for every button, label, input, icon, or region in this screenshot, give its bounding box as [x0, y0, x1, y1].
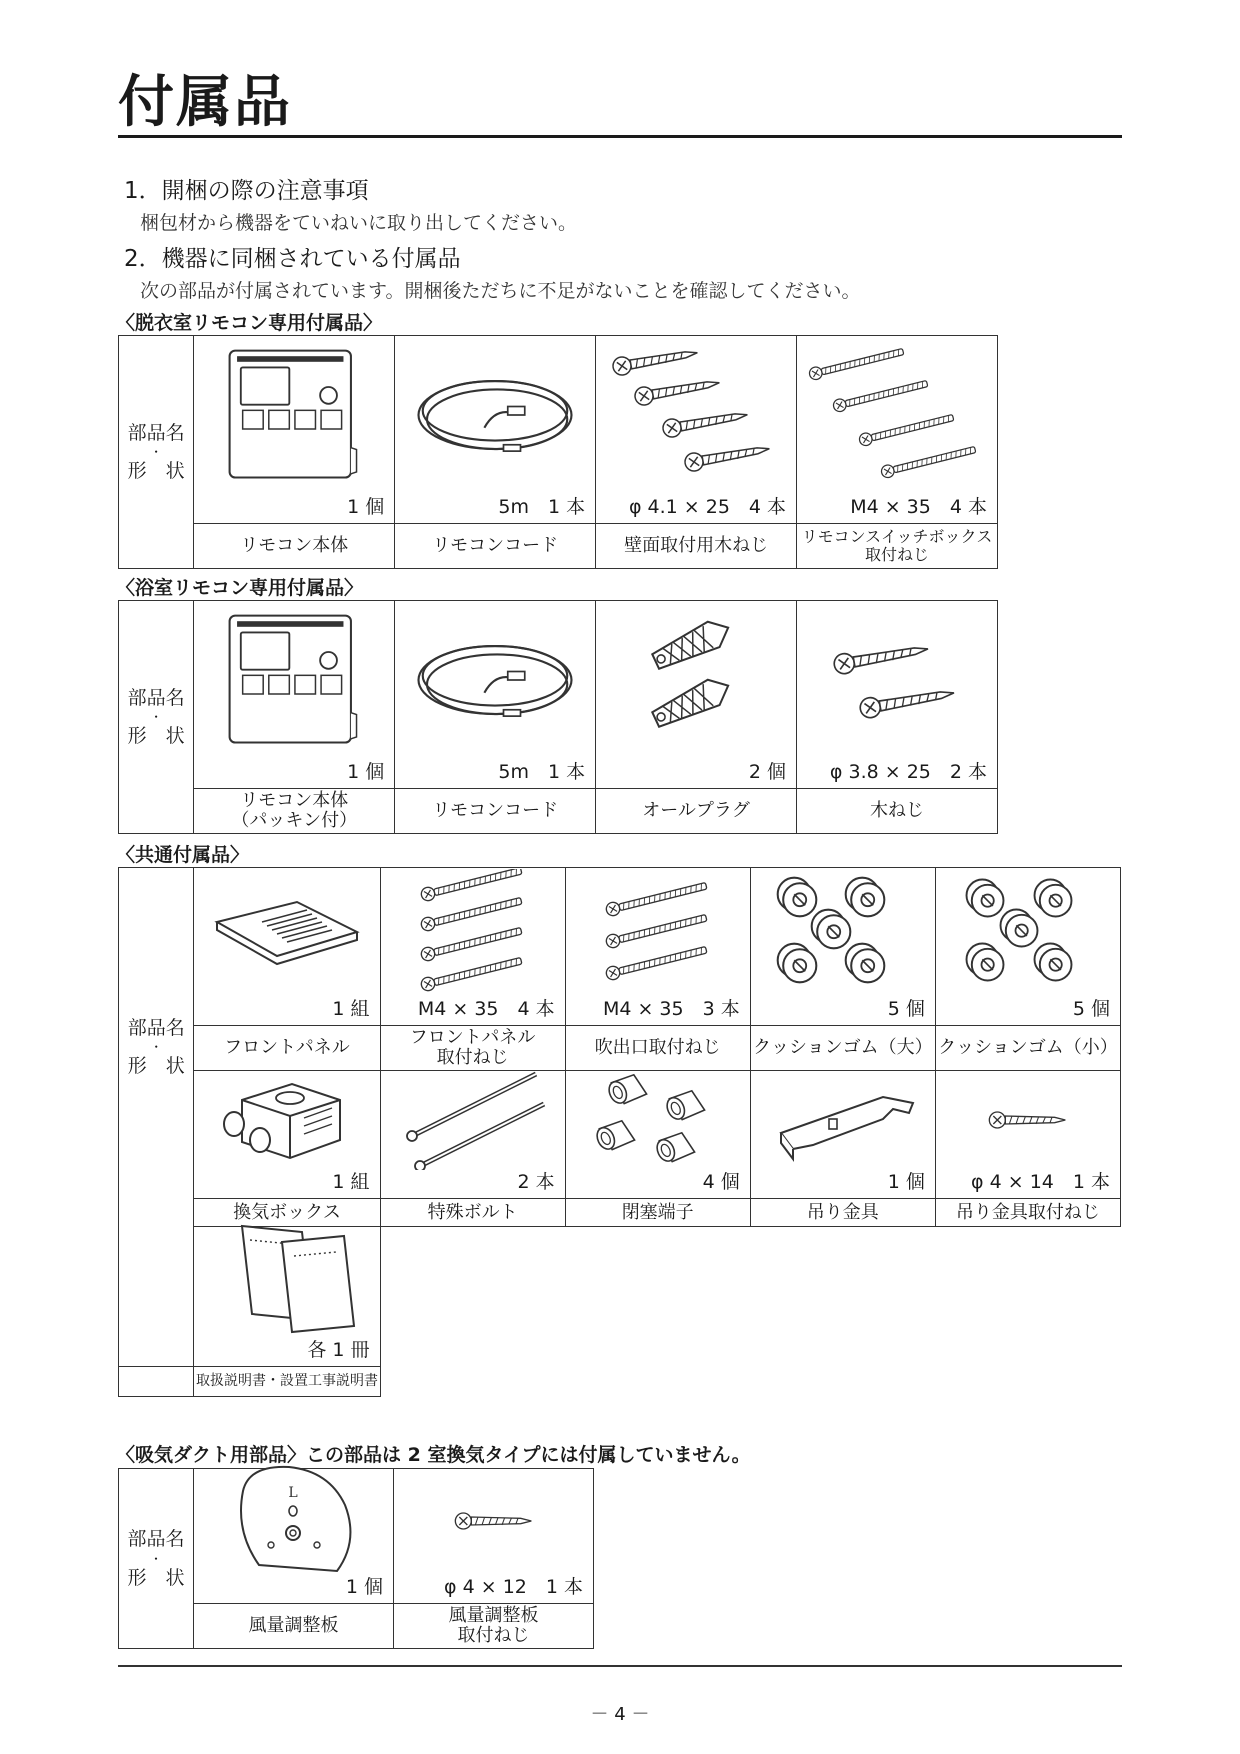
section1-heading: 1．開梱の際の注意事項: [124, 178, 369, 204]
part-cell: [935, 868, 1120, 1026]
part-qty: φ 4.1 × 25 4 本: [625, 492, 786, 519]
part-name: オールプラグ: [596, 789, 797, 834]
part-name: 換気ボックス: [194, 1199, 380, 1227]
part-name: 閉塞端子: [565, 1199, 750, 1227]
part-name: 特殊ボルト: [380, 1199, 565, 1227]
part-cell: [750, 868, 935, 1026]
group-title-datsui: 〈脱衣室リモコン専用付属品〉: [116, 312, 383, 334]
part-cell: [380, 868, 565, 1026]
part-qty: 1 組: [328, 994, 369, 1021]
part-qty: 1 組: [328, 1167, 369, 1194]
part-qty: 各 1 冊: [303, 1335, 369, 1362]
manual-booklet-icon: [212, 1222, 362, 1342]
part-name: 取扱説明書・設置工事説明書: [194, 1367, 380, 1397]
part-name: クッションゴム（小）: [935, 1026, 1120, 1071]
part-cell: [750, 1071, 935, 1199]
part-qty: 1 個: [342, 1572, 383, 1599]
part-name: 風量調整板: [194, 1604, 394, 1649]
damper-plate-icon: [219, 1461, 369, 1581]
part-qty: φ 4 × 12 1 本: [440, 1572, 583, 1599]
part-qty: 5 個: [884, 994, 925, 1021]
cushion-rubber-icon: [953, 872, 1103, 992]
title-rule: [118, 135, 1122, 138]
front-panel-icon: [207, 882, 367, 982]
section2-text: 次の部品が付属されています。開梱後ただちに不足がないことを確認してください。: [140, 280, 861, 302]
section1-text: 梱包材から機器をていねいに取り出してください。: [140, 212, 578, 234]
part-cell: [380, 1071, 565, 1199]
part-cell: [194, 336, 395, 524]
cord-icon: [410, 360, 580, 470]
long-screw-icon: [598, 882, 718, 982]
section2-heading: 2．機器に同梱されている付属品: [124, 246, 461, 272]
part-name: フロントパネル 取付ねじ: [380, 1026, 565, 1071]
parts-table-kyotsu: [118, 867, 1121, 1397]
part-cell: [194, 601, 395, 789]
part-qty: 1 個: [343, 757, 384, 784]
plate-label: L: [287, 1485, 298, 1501]
page-number: － 4 －: [590, 1704, 650, 1725]
part-name: 壁面取付用木ねじ: [596, 524, 797, 569]
wood-screw-icon: [822, 620, 972, 740]
part-qty: 5m 1 本: [494, 492, 585, 519]
wood-screw-icon: [988, 1095, 1068, 1145]
part-qty: M4 × 35 3 本: [599, 994, 740, 1021]
part-qty: 2 個: [745, 757, 786, 784]
group-title-yokushitsu: 〈浴室リモコン専用付属品〉: [116, 577, 364, 599]
part-name: リモコンコード: [395, 524, 596, 569]
wall-plug-icon: [626, 615, 766, 745]
part-name: リモコン本体 （パッキン付）: [194, 789, 395, 834]
cushion-rubber-icon: [768, 872, 918, 992]
part-qty: M4 × 35 4 本: [846, 492, 987, 519]
remote-control-icon: [224, 610, 364, 750]
part-name: リモコンスイッチボックス 取付ねじ: [797, 524, 998, 569]
cord-icon: [410, 625, 580, 735]
part-name: リモコンコード: [395, 789, 596, 834]
row-label: 部品名 ・ 形 状: [119, 336, 194, 569]
part-cell: [395, 336, 596, 524]
part-cell: [797, 336, 998, 524]
part-name: 吹出口取付ねじ: [565, 1026, 750, 1071]
row-label: 部品名 ・ 形 状: [119, 1469, 194, 1649]
part-qty: φ 3.8 × 25 2 本: [826, 757, 987, 784]
parts-table-yokushitsu: [118, 600, 998, 834]
part-qty: 5 個: [1069, 994, 1110, 1021]
ventilation-box-icon: [212, 1070, 362, 1170]
part-cell: [194, 868, 380, 1026]
part-qty: M4 × 35 4 本: [414, 994, 555, 1021]
closed-end-connector-icon: [583, 1070, 733, 1170]
part-qty: 1 個: [884, 1167, 925, 1194]
part-qty: 2 本: [514, 1167, 555, 1194]
part-name: 木ねじ: [797, 789, 998, 834]
part-cell: [596, 601, 797, 789]
part-cell: [565, 868, 750, 1026]
part-name: クッションゴム（大）: [750, 1026, 935, 1071]
part-cell: [194, 1071, 380, 1199]
part-cell: [194, 1469, 394, 1604]
wood-screw-icon: [611, 345, 781, 485]
part-qty: 1 個: [343, 492, 384, 519]
part-cell: [395, 601, 596, 789]
part-name: リモコン本体: [194, 524, 395, 569]
hanging-bracket-icon: [763, 1075, 923, 1165]
remote-control-icon: [224, 345, 364, 485]
part-cell: [596, 336, 797, 524]
part-qty: 4 個: [699, 1167, 740, 1194]
part-qty: 5m 1 本: [494, 757, 585, 784]
special-bolt-icon: [398, 1070, 548, 1170]
machine-screw-icon: [807, 345, 987, 485]
part-name: フロントパネル: [194, 1026, 380, 1071]
parts-table-datsui: [118, 335, 998, 569]
footer-rule: [118, 1665, 1122, 1667]
row-label: 部品名 ・ 形 状: [119, 868, 194, 1227]
long-screw-icon: [413, 869, 533, 994]
part-name: 風量調整板 取付ねじ: [394, 1604, 594, 1649]
group-title-kyuki: 〈吸気ダクト用部品〉この部品は 2 室換気タイプには付属していません。: [116, 1444, 751, 1466]
part-cell: [394, 1469, 594, 1604]
group-title-kyotsu: 〈共通付属品〉: [116, 844, 250, 866]
part-name: 吊り金具取付ねじ: [935, 1199, 1120, 1227]
wood-screw-icon: [454, 1496, 534, 1546]
part-cell: [797, 601, 998, 789]
parts-table-kyuki: [118, 1468, 594, 1649]
part-cell: [935, 1071, 1120, 1199]
part-cell: [565, 1071, 750, 1199]
part-name: 吊り金具: [750, 1199, 935, 1227]
row-label: 部品名 ・ 形 状: [119, 601, 194, 834]
part-qty: φ 4 × 14 1 本: [967, 1167, 1110, 1194]
part-cell: [194, 1227, 380, 1367]
page-title: 付属品: [118, 70, 292, 135]
